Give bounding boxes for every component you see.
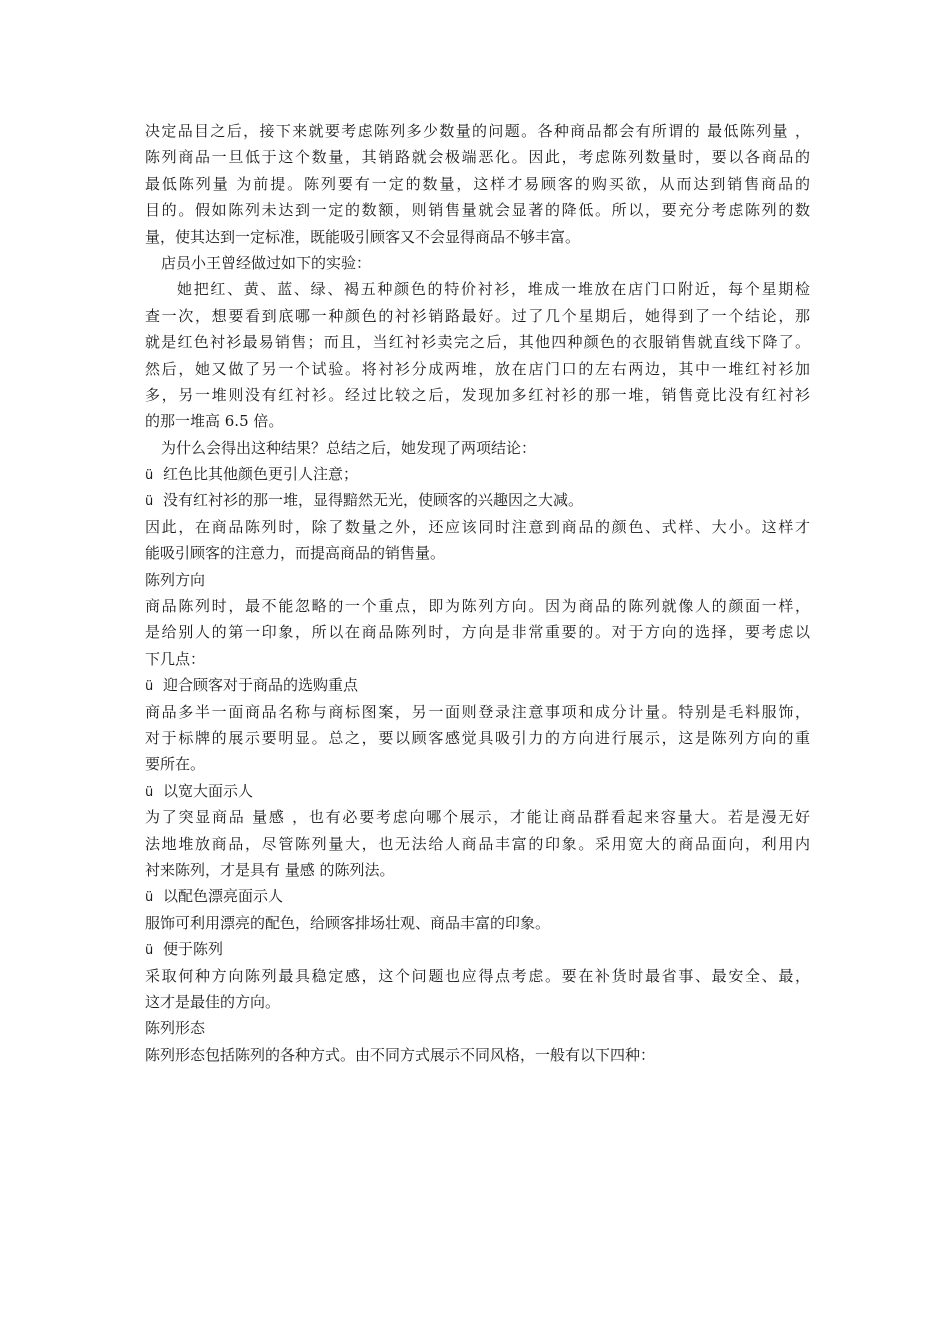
bullet-icon: ü (145, 890, 154, 906)
bullet-icon: ü (145, 679, 154, 695)
text-line (145, 567, 810, 593)
line-text: 陈列形态 (145, 1019, 206, 1038)
text-line (145, 804, 810, 830)
line-text: 因此，在商品陈列时，除了数量之外，还应该同时注意到商品的颜色、式样、大小。这样才 (145, 517, 810, 536)
bullet-item (145, 487, 810, 513)
text-line (145, 276, 810, 302)
line-text: 最低陈列量 为前提。陈列要有一定的数量，这样才易顾客的购买欲，从而达到销售商品的 (145, 174, 810, 193)
text-line (145, 224, 810, 250)
line-text: 查一次，想要看到底哪一种颜色的衬衫销路最好。过了几个星期后，她得到了一个结论，那 (145, 306, 810, 325)
line-text: 商品陈列时，最不能忽略的一个重点，即为陈列方向。因为商品的陈列就像人的颜面一样， (145, 597, 810, 616)
text-line (145, 1015, 810, 1041)
text-line (145, 989, 810, 1015)
text-line (145, 250, 810, 276)
bullet-item (145, 936, 810, 962)
line-text: 能吸引顾客的注意力，而提高商品的销售量。 (145, 544, 446, 563)
document-body (145, 118, 810, 1068)
line-text: 店员小王曾经做过如下的实验： (161, 253, 372, 272)
text-line (145, 329, 810, 355)
text-line (145, 699, 810, 725)
line-text: 没有红衬衫的那一堆，显得黯然无光，使顾客的兴趣因之大减。 (163, 491, 584, 510)
text-line (145, 118, 810, 144)
bullet-item (145, 883, 810, 909)
line-text: 然后，她又做了另一个试验。将衬衫分成两堆，放在店门口的左右两边，其中一堆红衬衫加 (145, 359, 810, 378)
text-line (145, 619, 810, 645)
line-text: 她把红、黄、蓝、绿、褐五种颜色的特价衬衫，堆成一堆放在店门口附近，每个星期检 (177, 280, 810, 299)
text-line (145, 356, 810, 382)
line-text: 衬来陈列，才是具有 量感 的陈列法。 (145, 860, 395, 879)
line-text: 量，使其达到一定标准，既能吸引顾客又不会显得商品不够丰富。 (145, 227, 581, 246)
line-text: 陈列商品一旦低于这个数量，其销路就会极端恶化。因此，考虑陈列数量时，要以各商品的 (145, 148, 810, 167)
line-text: 商品多半一面商品名称与商标图案，另一面则登录注意事项和成分计量。特别是毛料服饰， (145, 702, 810, 721)
text-line (145, 751, 810, 777)
line-text: 服饰可利用漂亮的配色，给顾客排场壮观、商品丰富的印象。 (145, 913, 551, 932)
text-line (145, 1042, 810, 1068)
line-text: 目的。假如陈列未达到一定的数额，则销售量就会显著的降低。所以，要充分考虑陈列的数 (145, 201, 810, 220)
text-line (145, 303, 810, 329)
line-text: 多，另一堆则没有红衬衫。经过比较之后，发现加多红衬衫的那一堆，销售竟比没有红衬衫 (145, 385, 810, 404)
bullet-item (145, 461, 810, 487)
bullet-item (145, 778, 810, 804)
bullet-icon: ü (145, 494, 154, 510)
bullet-icon: ü (145, 784, 154, 800)
line-text: 陈列方向 (145, 570, 206, 589)
line-text: 就是红色衬衫最易销售；而且，当红衬衫卖完之后，其他四种颜色的衣服销售就直线下降了。 (145, 333, 810, 352)
text-line (145, 514, 810, 540)
text-line (145, 963, 810, 989)
text-line (145, 382, 810, 408)
bullet-icon: ü (145, 943, 154, 959)
line-text: 陈列形态包括陈列的各种方式。由不同方式展示不同风格，一般有以下四种： (145, 1045, 656, 1064)
line-text: 是给别人的第一印象，所以在商品陈列时，方向是非常重要的。对于方向的选择，要考虑以 (145, 623, 810, 642)
text-line (145, 910, 810, 936)
line-text: 便于陈列 (163, 940, 224, 959)
text-line (145, 144, 810, 170)
line-text: 红色比其他颜色更引人注意； (163, 465, 359, 484)
text-line (145, 408, 810, 434)
text-line (145, 831, 810, 857)
line-text: 法地堆放商品，尽管陈列量大，也无法给人商品丰富的印象。采用宽大的商品面向，利用内 (145, 834, 810, 853)
text-line (145, 725, 810, 751)
line-text: 以配色漂亮面示人 (163, 887, 284, 906)
line-text: 为了突显商品 量感 ，也有必要考虑向哪个展示，才能让商品群看起来容量大。若是漫无好 (145, 808, 810, 827)
line-text: 为什么会得出这种结果？总结之后，她发现了两项结论： (161, 438, 537, 457)
text-line (145, 171, 810, 197)
line-text: 的那一堆高 6.5 倍。 (145, 412, 284, 431)
text-line (145, 197, 810, 223)
bullet-item (145, 672, 810, 698)
text-line (145, 593, 810, 619)
text-line (145, 435, 810, 461)
line-text: 下几点： (145, 649, 206, 668)
text-line (145, 646, 810, 672)
text-line (145, 857, 810, 883)
line-text: 以宽大面示人 (163, 781, 254, 800)
line-text: 要所在。 (145, 755, 206, 774)
text-line (145, 540, 810, 566)
line-text: 采取何种方向陈列最具稳定感，这个问题也应得点考虑。要在补货时最省事、最安全、最， (145, 966, 810, 985)
bullet-icon: ü (145, 468, 154, 484)
line-text: 迎合顾客对于商品的选购重点 (163, 676, 359, 695)
line-text: 决定品目之后，接下来就要考虑陈列多少数量的问题。各种商品都会有所谓的 最低陈列量 ， (145, 122, 810, 140)
line-text: 对于标牌的展示要明显。总之，要以顾客感觉具吸引力的方向进行展示，这是陈列方向的重 (145, 728, 810, 747)
line-text: 这才是最佳的方向。 (145, 992, 281, 1011)
